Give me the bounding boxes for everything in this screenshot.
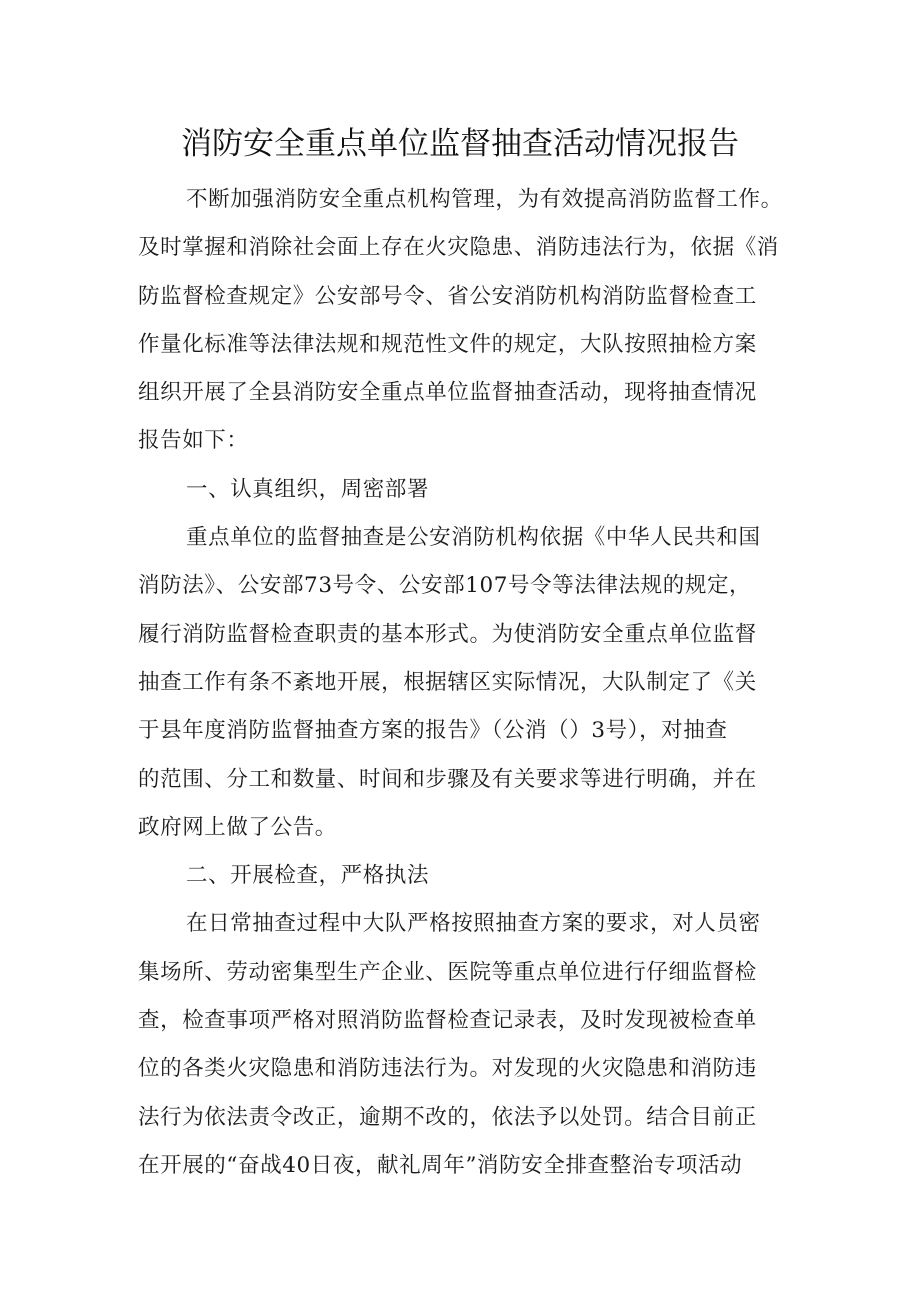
- paragraph-line: 查，检查事项严格对照消防监督检查记录表，及时发现被检查单: [138, 1008, 757, 1034]
- paragraph-line: 履行消防监督检查职责的基本形式。为使消防安全重点单位监督: [138, 621, 757, 647]
- paragraph-line: 的范围、分工和数量、时间和步骤及有关要求等进行明确，并在: [138, 766, 757, 792]
- paragraph-line: 抽查工作有条不紊地开展，根据辖区实际情况，大队制定了《关: [138, 669, 757, 695]
- paragraph-line: 及时掌握和消除社会面上存在火灾隐患、消防违法行为，依据《消: [138, 235, 779, 261]
- paragraph-line: 在开展的“奋战40日夜，献礼周年”消防安全排查整治专项活动: [138, 1152, 743, 1178]
- paragraph-line: 位的各类火灾隐患和消防违法行为。对发现的火灾隐患和消防违: [138, 1056, 757, 1082]
- paragraph-line: 组织开展了全县消防安全重点单位监督抽查活动，现将抽查情况: [138, 380, 757, 406]
- paragraph-line: 在日常抽查过程中大队严格按照抽查方案的要求，对人员密: [186, 911, 761, 937]
- paragraph-line: 防监督检查规定》公安部号令、省公安消防机构消防监督检查工: [138, 283, 757, 309]
- paragraph-line: 集场所、劳动密集型生产企业、医院等重点单位进行仔细监督检: [138, 959, 757, 985]
- paragraph-line: 政府网上做了公告。: [138, 814, 337, 840]
- paragraph-line: 重点单位的监督抽查是公安消防机构依据《中华人民共和国: [186, 525, 761, 551]
- document-body: [138, 176, 798, 1190]
- paragraph-line: 报告如下：: [138, 428, 249, 454]
- paragraph-line: 于县年度消防监督抽查方案的报告》（公消（）3号），对抽查: [138, 718, 728, 744]
- section-heading: 二、开展检查，严格执法: [186, 863, 430, 889]
- paragraph-line: 不断加强消防安全重点机构管理，为有效提高消防监督工作。: [186, 187, 783, 212]
- paragraph-line: 消防法》、公安部73号令、公安部107号令等法律法规的规定，: [138, 573, 752, 599]
- document-title: 消防安全重点单位监督抽查活动情况报告: [181, 126, 739, 162]
- paragraph-line: 法行为依法责令改正，逾期不改的，依法予以处罚。结合目前正: [138, 1104, 757, 1130]
- section-heading: 一、认真组织，周密部署: [186, 476, 430, 502]
- paragraph-line: 作量化标准等法律法规和规范性文件的规定，大队按照抽检方案: [138, 331, 757, 357]
